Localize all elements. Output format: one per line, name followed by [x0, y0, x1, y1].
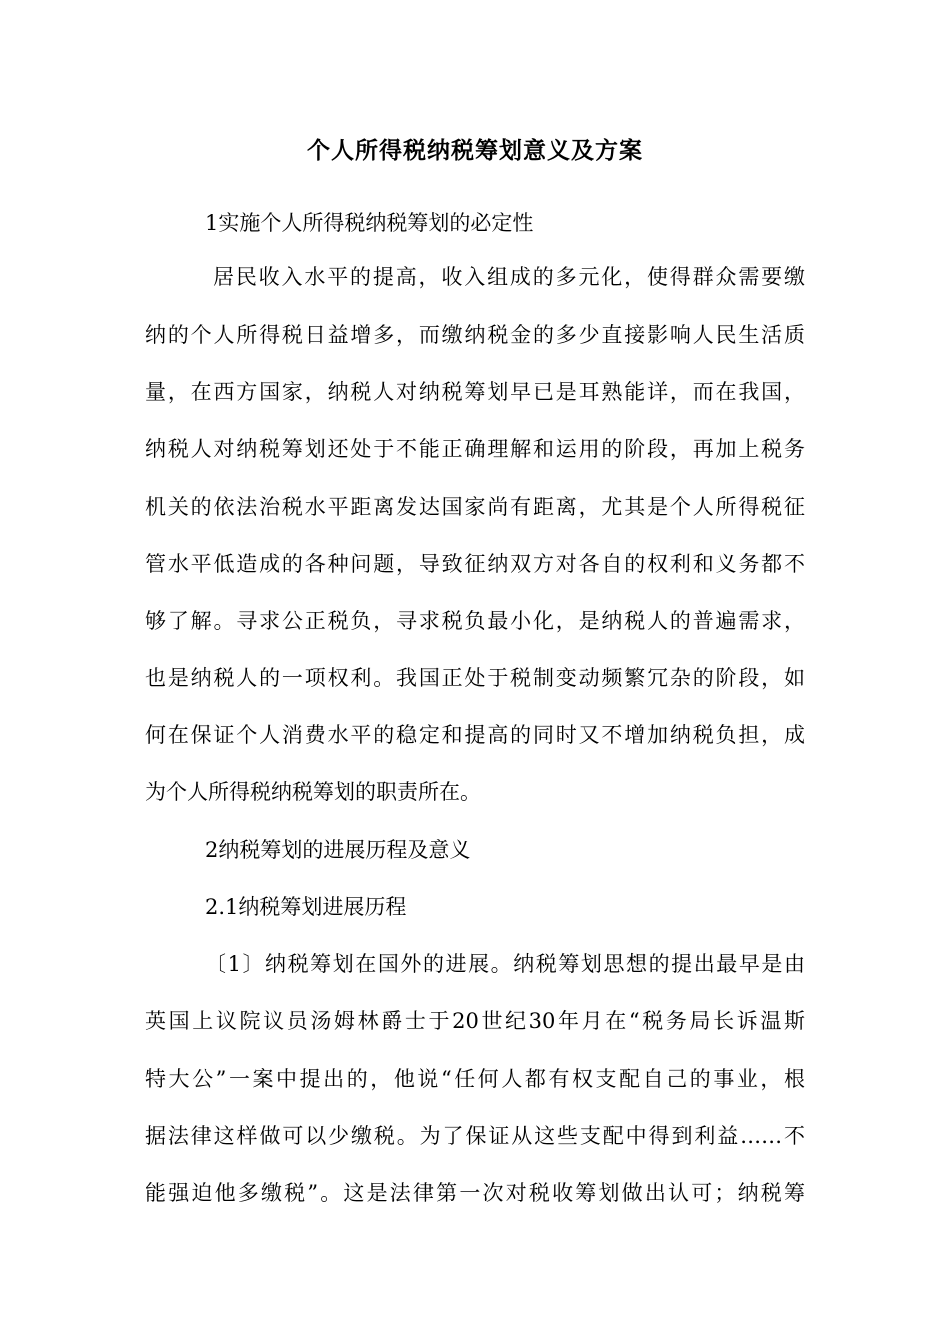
paragraph-line: 能强迫他多缴税”。这是法律第一次对税收筹划做出认可；纳税筹 [145, 1181, 805, 1205]
paragraph-line: 何在保证个人消费水平的稳定和提高的同时又不增加纳税负担，成 [145, 723, 805, 747]
paragraph-line: 为个人所得税纳税筹划的职责所在。 [145, 780, 481, 804]
document-title: 个人所得税纳税筹划意义及方案 [307, 137, 643, 164]
paragraph-line: 英国上议院议员汤姆林爵士于20世纪30年月在“税务局长诉温斯 [145, 1009, 805, 1033]
section-1-heading: 1实施个人所得税纳税筹划的必定性 [205, 211, 534, 235]
paragraph-line: 据法律这样做可以少缴税。为了保证从这些支配中得到利益……不 [145, 1124, 805, 1148]
paragraph-line: 居民收入水平的提高，收入组成的多元化，使得群众需要缴 [213, 265, 805, 289]
paragraph-line: 管水平低造成的各种问题，导致征纳双方对各自的权利和义务都不 [145, 552, 805, 576]
paragraph-line: 够了解。寻求公正税负，寻求税负最小化，是纳税人的普遍需求， [145, 609, 805, 633]
paragraph-line: 特大公”一案中提出的，他说“任何人都有权支配自己的事业，根 [145, 1067, 805, 1091]
paragraph-line: 〔1〕纳税筹划在国外的进展。纳税筹划思想的提出最早是由 [205, 952, 805, 976]
paragraph-line: 机关的依法治税水平距离发达国家尚有距离，尤其是个人所得税征 [145, 495, 805, 519]
paragraph-line: 纳税人对纳税筹划还处于不能正确理解和运用的阶段，再加上税务 [145, 437, 805, 461]
section-2-heading: 2纳税筹划的进展历程及意义 [205, 838, 471, 862]
paragraph-line: 也是纳税人的一项权利。我国正处于税制变动频繁冗杂的阶段，如 [145, 666, 805, 690]
section-2-1-heading: 2.1纳税筹划进展历程 [205, 895, 407, 919]
paragraph-line: 纳的个人所得税日益增多，而缴纳税金的多少直接影响人民生活质 [145, 323, 805, 347]
paragraph-line: 量，在西方国家，纳税人对纳税筹划早已是耳熟能详，而在我国， [145, 380, 805, 404]
